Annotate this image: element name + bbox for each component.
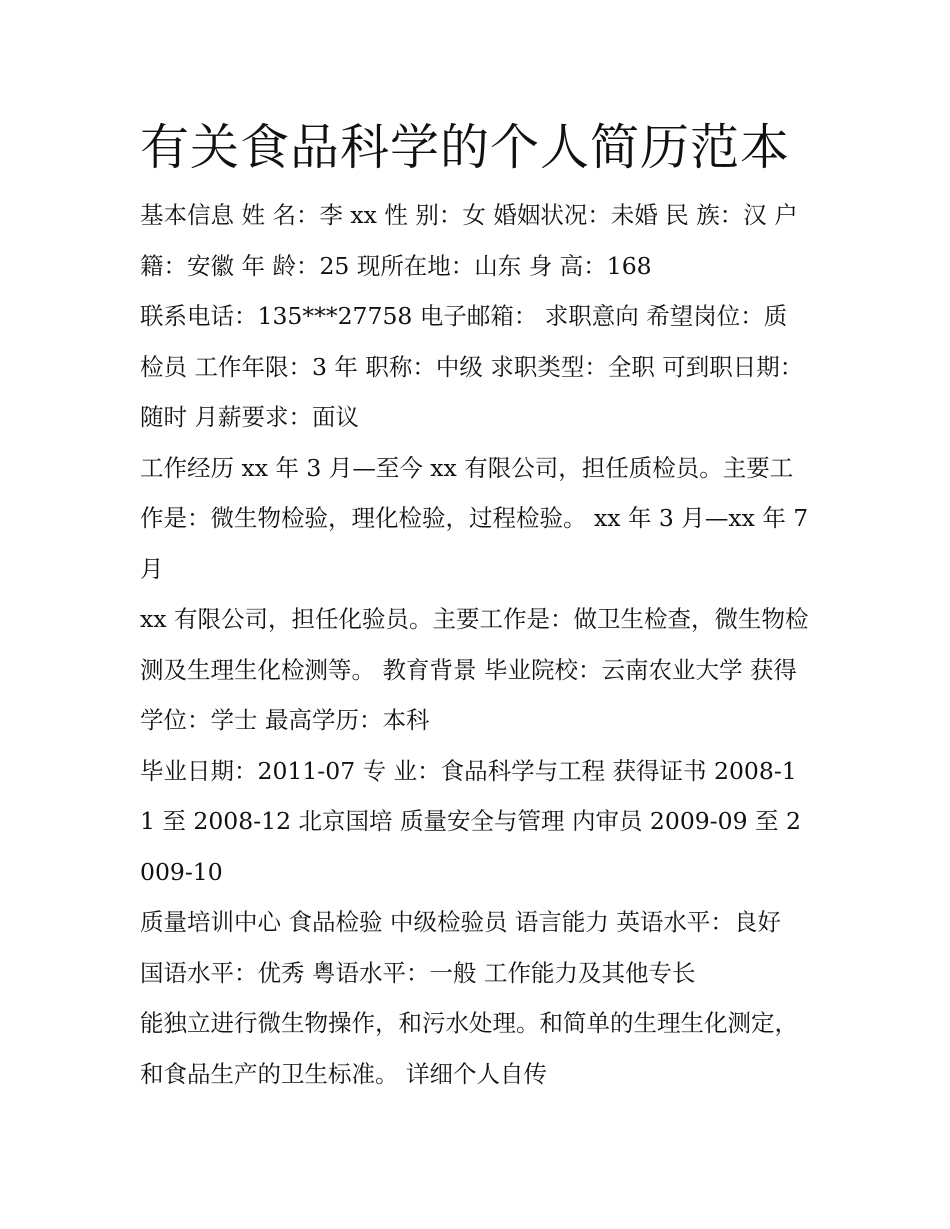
document-body	[140, 112, 810, 1099]
paragraph-graduation-certificates: 毕业日期：2011-07 专 业：食品科学与工程 获得证书 2008-11 至 2008-12 北京国培 质量安全与管理 内审员 2009-09 至 2009-10	[140, 756, 801, 886]
paragraph-skills: 能独立进行微生物操作，和污水处理。和简单的生理生化测定，和食品生产的卫生标准。 详细个人自传	[140, 1009, 798, 1088]
document-title: 有关食品科学的个人简历范本	[140, 119, 791, 176]
paragraph-work-experience: 工作经历 xx 年 3 月—至今 xx 有限公司，担任质检员。主要工作是：微生物检验，理化检验，过程检验。 xx 年 3 月—xx 年 7 月	[140, 453, 809, 583]
paragraph-training-language: 质量培训中心 食品检验 中级检验员 语言能力 英语水平：良好 国语水平：优秀 粤语水平：一般 工作能力及其他专长	[140, 908, 781, 987]
paragraph-basic-info: 基本信息 姓 名：李 xx 性 别：女 婚姻状况：未婚 民 族：汉 户 籍：安徽 年 龄：25 现所在地：山东 身 高：168	[140, 201, 798, 280]
paragraph-contact-job-intent: 联系电话：135***27758 电子邮箱： 求职意向 希望岗位：质检员 工作年限：3 年 职称：中级 求职类型：全职 可到职日期：随时 月薪要求：面议	[140, 302, 804, 431]
paragraph-lab-experience-education: xx 有限公司，担任化验员。主要工作是：做卫生检查，微生物检测及生理生化检测等。 教育背景 毕业院校：云南农业大学 获得学位：学士 最高学历：本科	[140, 605, 809, 734]
